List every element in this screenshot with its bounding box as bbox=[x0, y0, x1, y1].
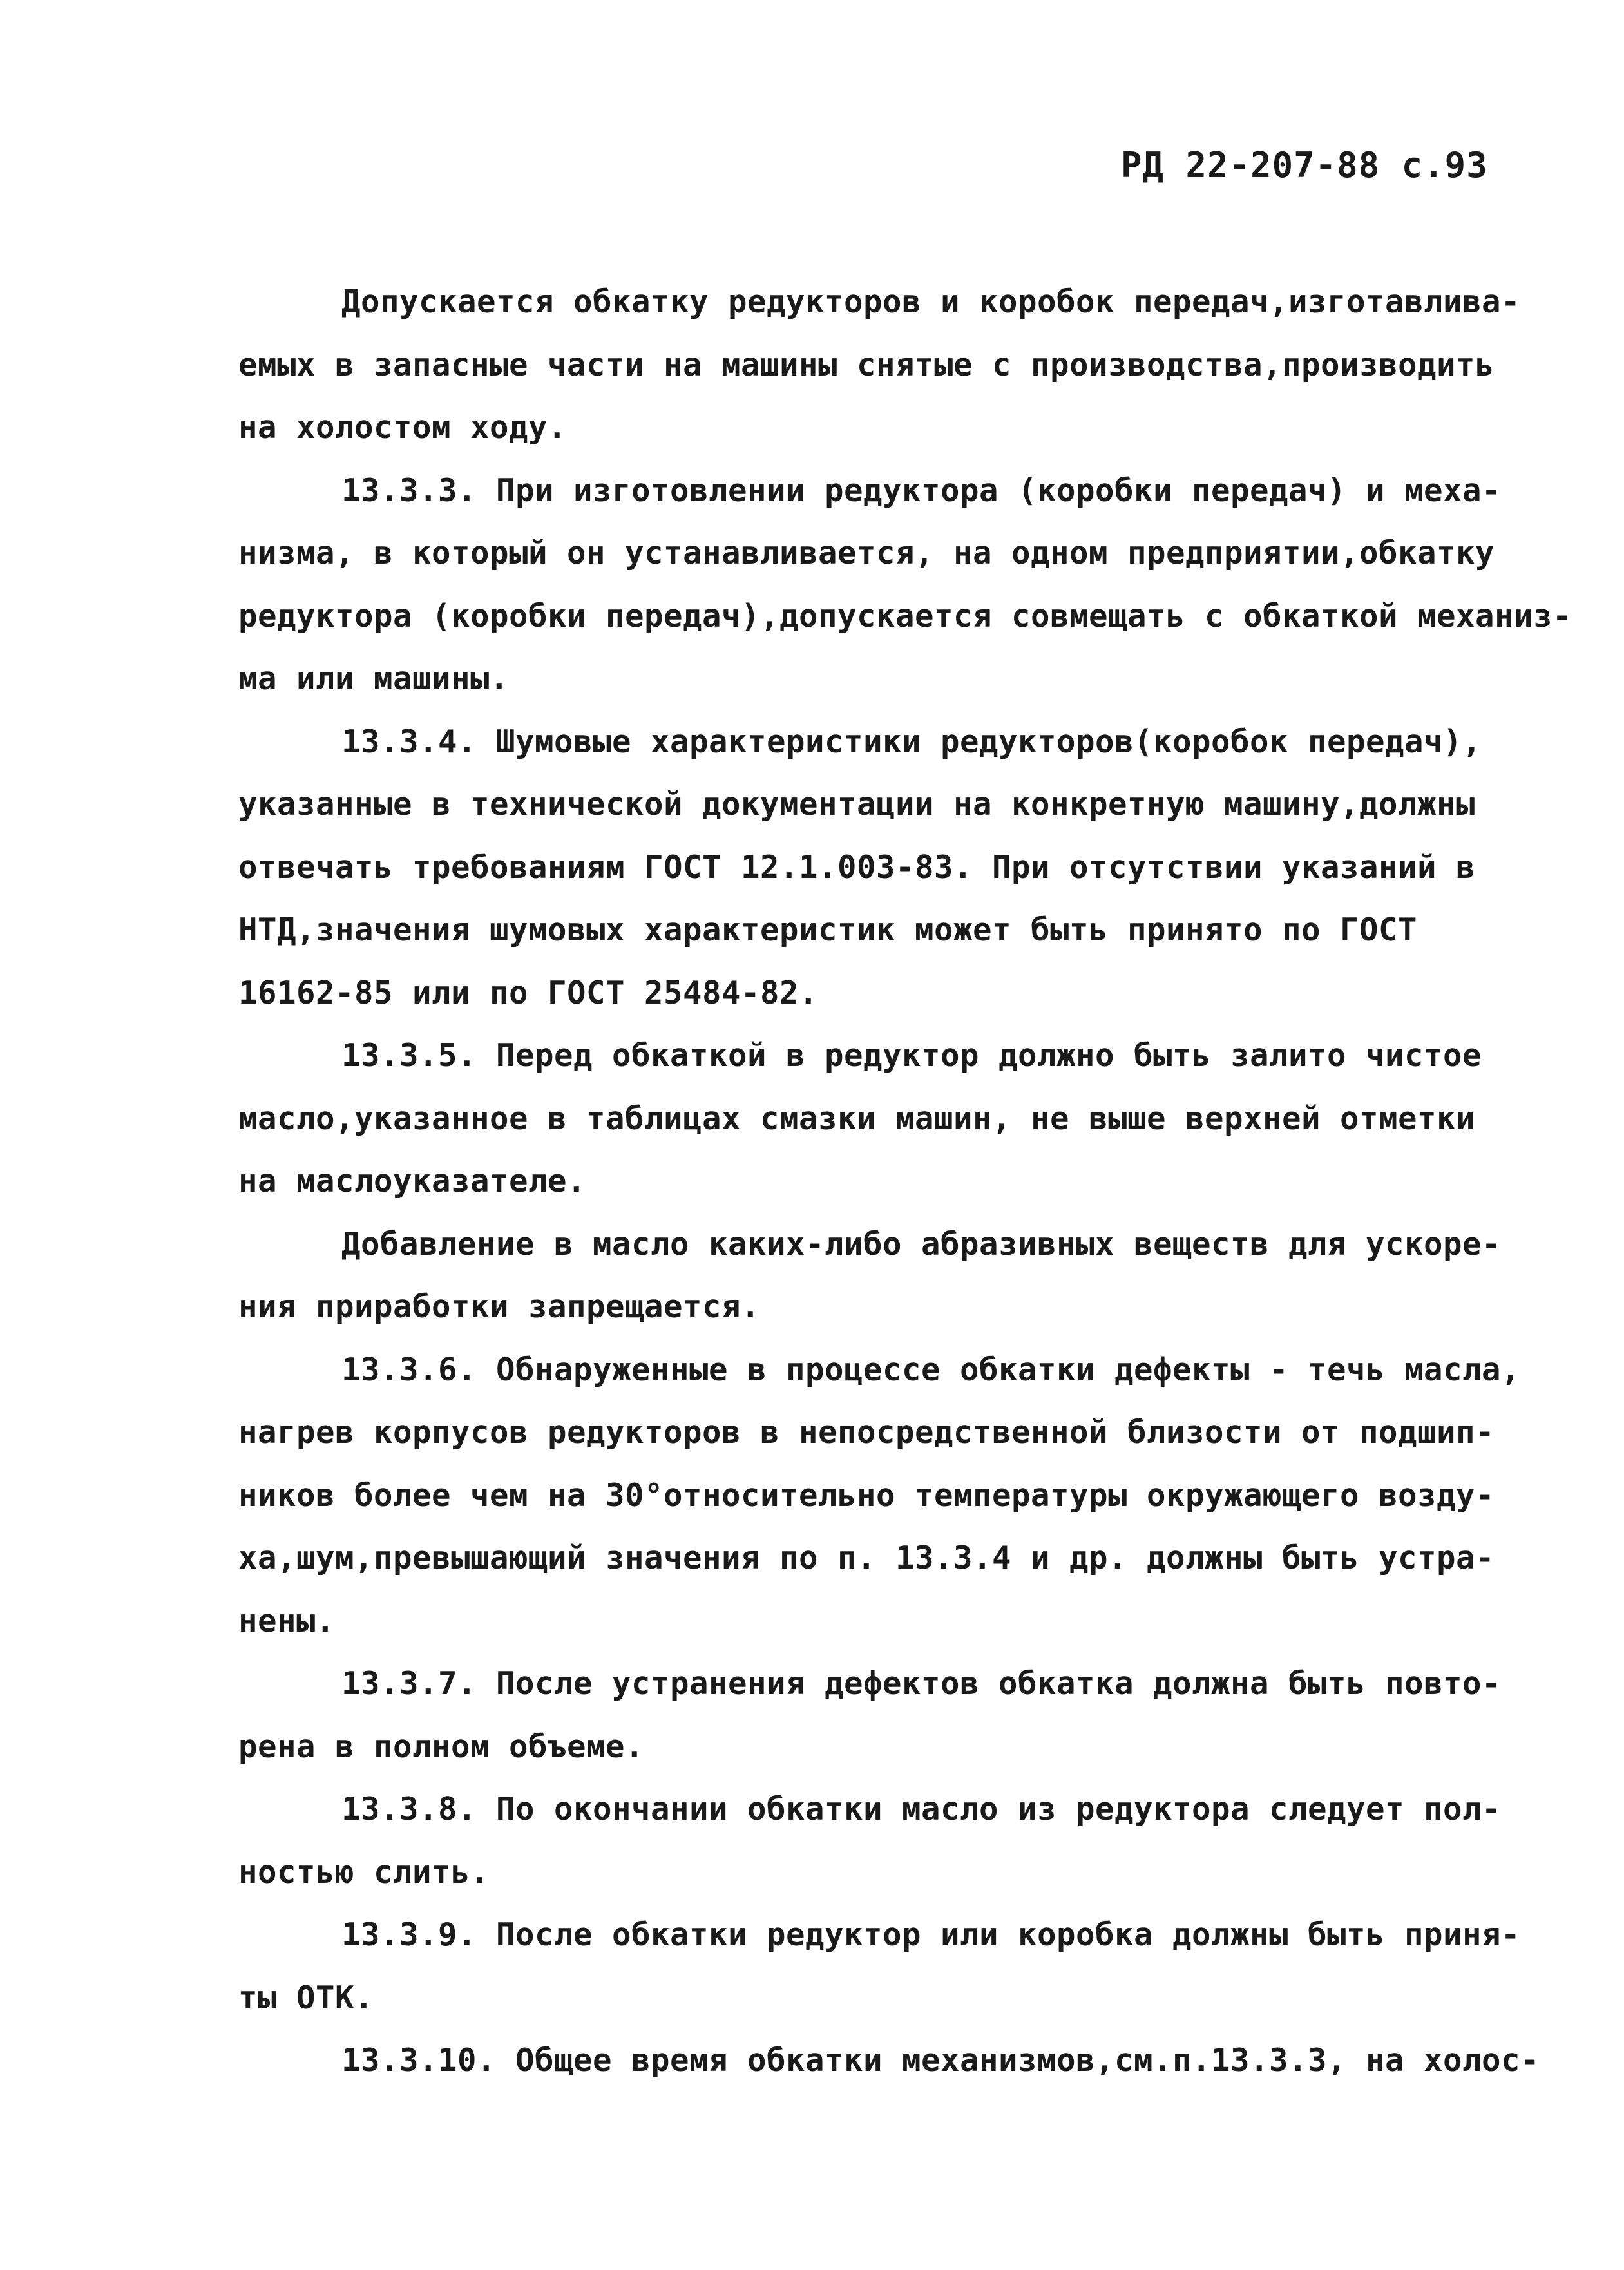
text-line: масло,указанное в таблицах смазки машин, не выше верхней отметки bbox=[238, 1100, 1476, 1137]
text-line: 13.3.3. При изготовлении редуктора (коробки передач) и меха- bbox=[341, 472, 1502, 509]
text-line: 13.3.4. Шумовые характеристики редукторов(коробок передач), bbox=[341, 723, 1482, 760]
text-line: на маслоуказателе. bbox=[238, 1163, 587, 1199]
text-line: нагрев корпусов редукторов в непосредственной близости от подшип- bbox=[238, 1414, 1495, 1451]
page-number: с.93 bbox=[1401, 145, 1488, 186]
text-line: ты ОТК. bbox=[238, 1979, 374, 2016]
text-line: ния приработки запрещается. bbox=[238, 1288, 761, 1325]
text-line: 13.3.7. После устранения дефектов обкатка должна быть повто- bbox=[341, 1665, 1502, 1702]
text-line: низма, в который он устанавливается, на одном предприятии,обкатку bbox=[238, 535, 1495, 571]
text-line: ностью слить. bbox=[238, 1853, 490, 1891]
text-line: 13.3.9. После обкатки редуктор или коробка должны быть приня- bbox=[341, 1916, 1521, 1953]
text-line: ха,шум,превышающий значения по п. 13.3.4 и др. должны быть устра- bbox=[238, 1540, 1495, 1576]
text-line: Добавление в масло каких-либо абразивных веществ для ускоре- bbox=[341, 1225, 1502, 1263]
text-line: редуктора (коробки передач),допускается совмещать с обкаткой механиз- bbox=[238, 597, 1572, 634]
text-line: 13.3.8. По окончании обкатки масло из редуктора следует пол- bbox=[341, 1791, 1502, 1827]
text-line: 13.3.10. Общее время обкатки механизмов,см.п.13.3.3, на холос- bbox=[341, 2042, 1540, 2079]
text-line: 13.3.5. Перед обкаткой в редуктор должно быть залито чистое bbox=[341, 1037, 1482, 1074]
doc-code: РД 22-207-88 bbox=[1121, 145, 1380, 186]
text-line: рена в полном объеме. bbox=[238, 1728, 645, 1765]
text-line: НТД,значения шумовых характеристик может быть принято по ГОСТ bbox=[238, 911, 1418, 948]
page-header bbox=[1121, 145, 1488, 186]
text-line: 16162-85 или по ГОСТ 25484-82. bbox=[238, 974, 819, 1011]
text-line: указанные в технической документации на конкретную машину,должны bbox=[238, 786, 1476, 823]
text-line: ма или машины. bbox=[238, 660, 510, 697]
text-line: Допускается обкатку редукторов и коробок передач,изготавлива- bbox=[341, 283, 1521, 320]
text-line: отвечать требованиям ГОСТ 12.1.003-83. При отсутствии указаний в bbox=[238, 848, 1476, 886]
text-line: на холостом ходу. bbox=[238, 409, 568, 446]
text-line: емых в запасные части на машины снятые с производства,производить bbox=[238, 346, 1495, 383]
text-line: нены. bbox=[238, 1602, 336, 1639]
text-line: 13.3.6. Обнаруженные в процессе обкатки дефекты - течь масла, bbox=[341, 1351, 1521, 1388]
text-line: ников более чем на 30°относительно температуры окружающего возду- bbox=[238, 1476, 1495, 1514]
